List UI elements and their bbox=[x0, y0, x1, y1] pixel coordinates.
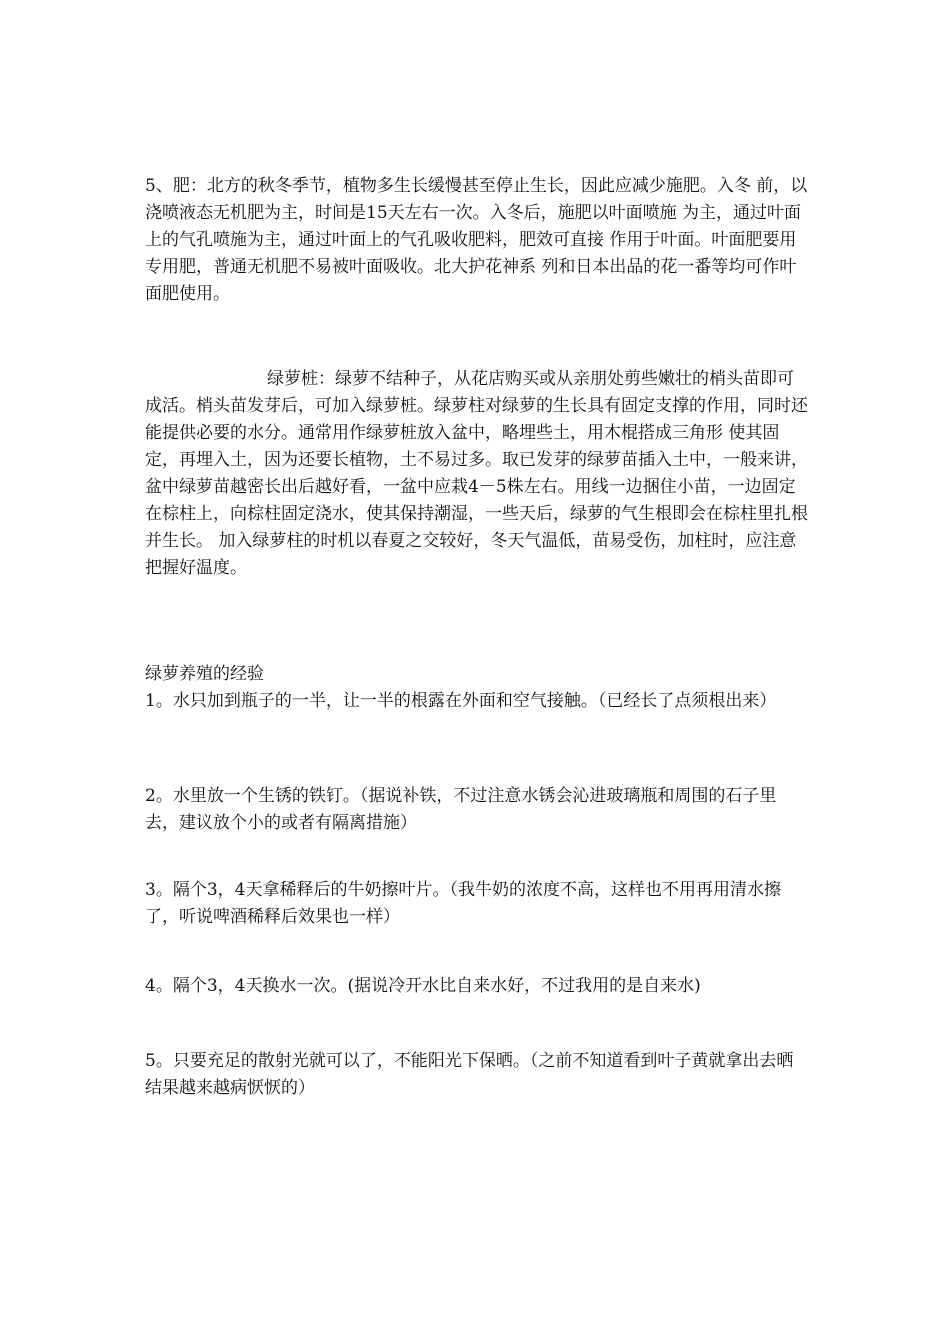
experience-heading: 绿萝养殖的经验 bbox=[145, 664, 264, 684]
tip-text: 5。只要充足的散射光就可以了，不能阳光下保晒。（之前不知道看到叶子黄就拿出去晒结果越来越病恹恹的） bbox=[145, 1051, 794, 1098]
fertilizer-paragraph: 5、肥：北方的秋冬季节，植物多生长缓慢甚至停止生长，因此应减少施肥。入冬 前，以浇喷液态无机肥为主，时间是15天左右一次。入冬后，施肥以叶面喷施 为主，通过叶面上的气孔喷施为主，通过叶面上的气孔吸收肥料，肥效可直接 作用于叶面。叶面肥要用专用肥，普通无机肥不易被叶面吸收。北大护花神系 列和日本出品的花一番等均可作叶面肥使用。 bbox=[145, 176, 808, 304]
fertilizer-section bbox=[145, 173, 810, 308]
experience-section bbox=[145, 661, 810, 715]
stake-section bbox=[145, 366, 810, 582]
tip-item bbox=[145, 877, 810, 931]
stake-paragraph: 绿萝桩：绿萝不结种子，从花店购买或从亲朋处剪些嫩壮的梢头苗即可成活。梢头苗发芽后，可加入绿萝桩。绿萝柱对绿萝的生长具有固定支撑的作用，同时还 能提供必要的水分。通常用作绿萝桩放入盆中，略埋些土，用木棍搭成三角形 使其固定，再埋入土，因为还要长植物，土不易过多。取已发芽的绿萝苗插入土中，一般来讲，盆中绿萝苗越密长出后越好看，一盆中应栽4－5株左右。用线一边捆住小苗，一边固定在棕柱上，向棕柱固定浇水，使其保持潮湿，一些天后，绿萝的气生根即会在棕柱里扎根并生长。 加入绿萝柱的时机以春夏之交较好，冬天气温低，苗易受伤，加柱时，应注意把握好温度。 bbox=[145, 369, 808, 578]
tip-item: 1。水只加到瓶子的一半，让一半的根露在外面和空气接触。（已经长了点须根出来） bbox=[145, 691, 777, 711]
tip-item bbox=[145, 1048, 810, 1102]
tip-text: 2。水里放一个生锈的铁钉。（据说补铁，不过注意水锈会沁进玻璃瓶和周围的石子里去，建议放个小的或者有隔离措施） bbox=[145, 786, 777, 833]
tip-item bbox=[145, 783, 810, 837]
tip-text: 4。隔个3，4天换水一次。(据说冷开水比自来水好，不过我用的是自来水) bbox=[145, 976, 701, 996]
tip-item bbox=[145, 973, 810, 1000]
tip-text: 3。隔个3，4天拿稀释后的牛奶擦叶片。（我牛奶的浓度不高，这样也不用再用清水擦了，听说啤酒稀释后效果也一样） bbox=[145, 880, 781, 927]
